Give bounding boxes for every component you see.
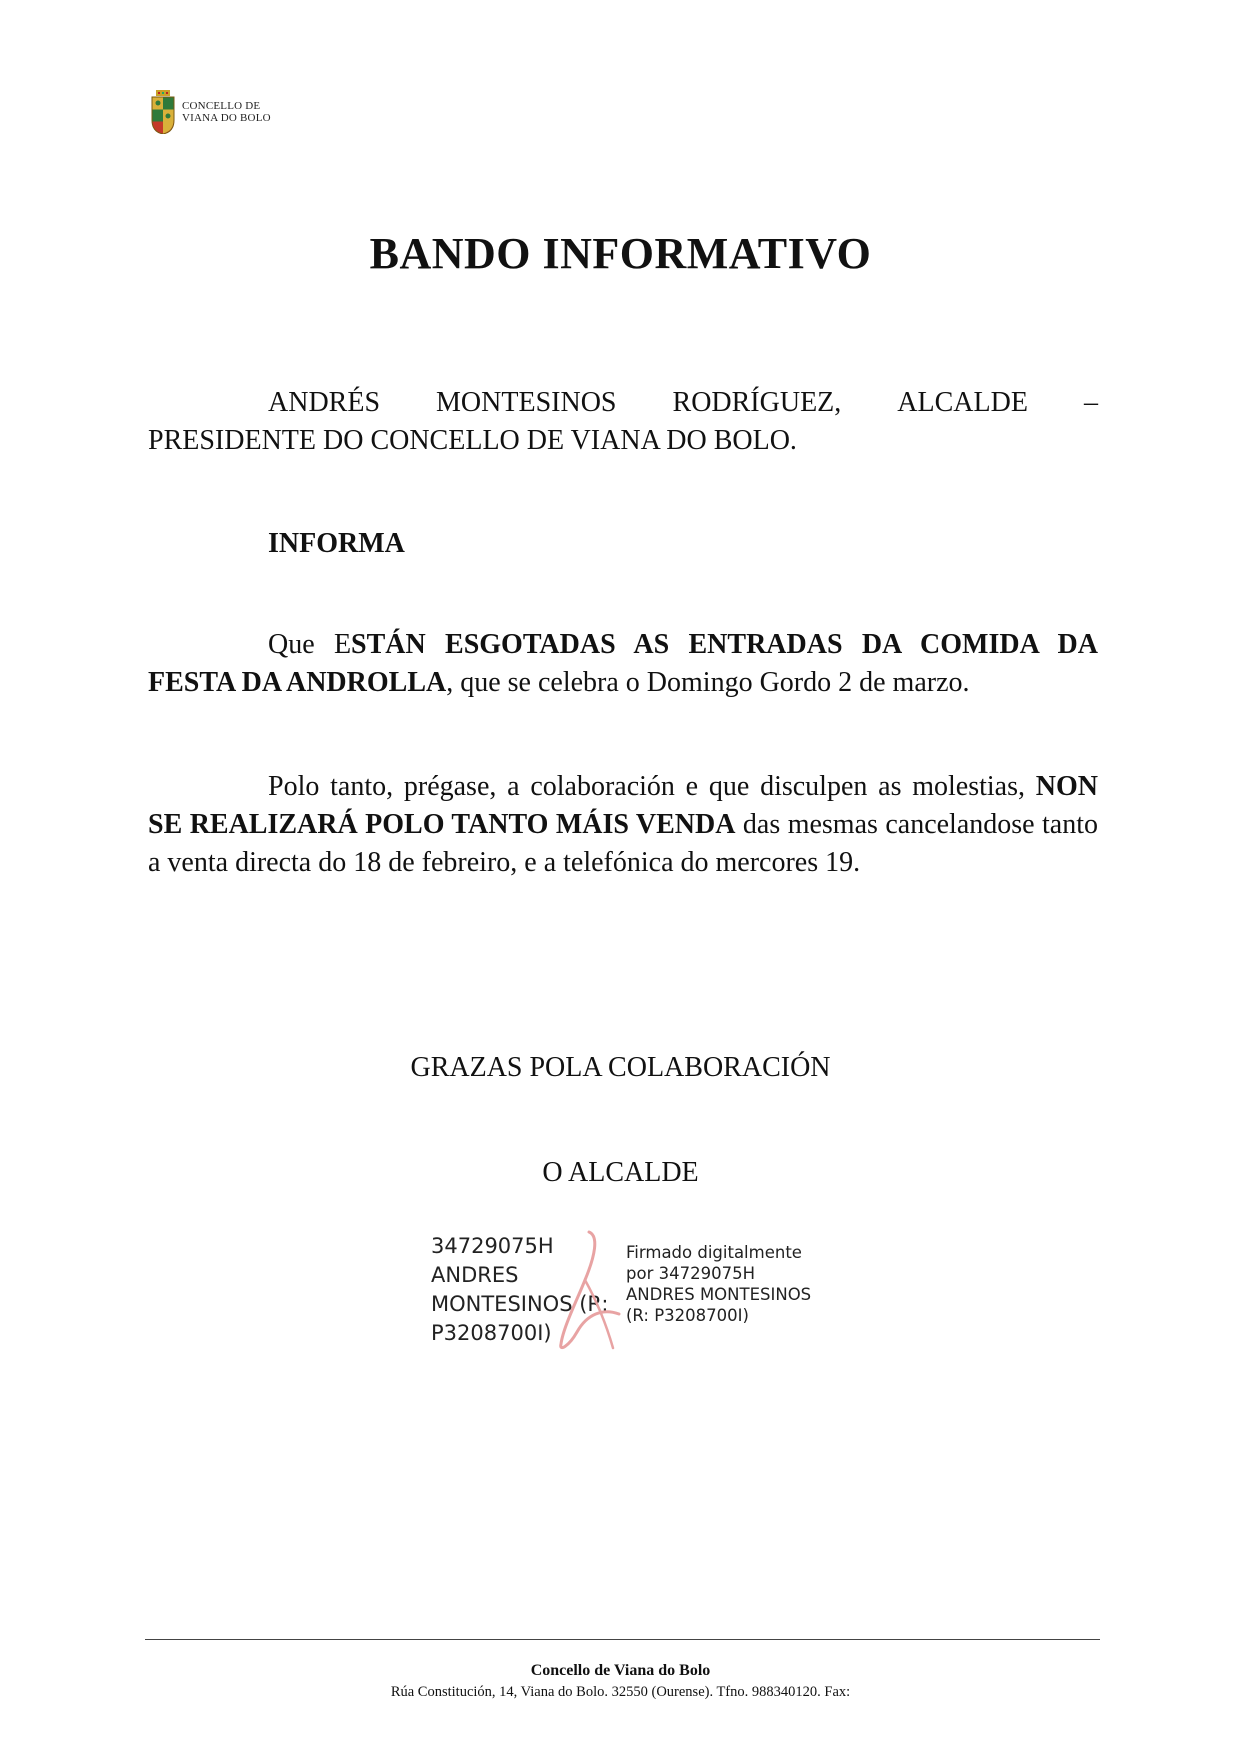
header-logo [150,90,271,134]
paragraph-entries-post: , que se celebra o Domingo Gordo 2 de marzo. [446,667,970,698]
signature-name-1: ANDRES [431,1263,519,1287]
intro-word: RODRÍGUEZ, [672,387,842,418]
signature-detail-3: ANDRES MONTESINOS [626,1285,812,1304]
paragraph-sales [148,768,1098,882]
logo-line-1: CONCELLO DE [182,100,261,112]
signature-id: 34729075H [431,1234,554,1258]
informa-heading: INFORMA [268,528,405,559]
intro-line-2: PRESIDENTE DO CONCELLO DE VIANA DO BOLO. [148,425,797,456]
footer-divider [145,1639,1100,1640]
signature-detail-4: (R: P3208700I) [626,1306,749,1325]
thanks-line: GRAZAS POLA COLABORACIÓN [410,1052,831,1083]
paragraph-sales-pre: Polo tanto, prégase, a colaboración e que disculpen as molestias, [268,771,1036,802]
signature-detail-2: por 34729075H [626,1264,755,1283]
paragraph-sales-post: das mesmas cancelandose tanto a venta directa do 18 de febreiro, e a telefónica do mercores 19. [148,809,1099,878]
footer-title: Concello de Viana do Bolo [530,1662,711,1679]
document-title: BANDO INFORMATIVO [369,229,872,278]
signer-title: O ALCALDE [542,1157,699,1188]
signature-name-3: P3208700I) [431,1321,552,1345]
intro-word: – [1083,387,1098,418]
signature-name-2: MONTESINOS (R: [431,1292,609,1316]
logo-line-2: VIANA DO BOLO [182,112,271,124]
paragraph-entries-bold: STÁN ESGOTADAS AS ENTRADAS DA COMIDA DA FESTA DA ANDROLLA [148,629,1098,698]
intro-word: MONTESINOS [436,387,617,418]
logo-text [182,100,271,124]
intro-line-1 [148,384,1098,422]
paragraph-sales-bold: NON SE REALIZARÁ POLO TANTO MÁIS VENDA [148,771,1098,840]
paragraph-entries [148,626,1098,702]
intro-paragraph [148,384,1098,460]
digital-signature-mark-icon [555,1228,625,1352]
signature-detail-1: Firmado digitalmente [626,1243,802,1262]
intro-word: ANDRÉS [268,387,381,418]
intro-word: ALCALDE [897,387,1028,418]
footer-address: Rúa Constitución, 14, Viana do Bolo. 32550 (Ourense). Tfno. 988340120. Fax: [390,1684,851,1700]
paragraph-entries-pre: Que E [268,629,352,660]
coat-of-arms-icon [150,90,176,134]
signature-details-block [626,1242,811,1326]
